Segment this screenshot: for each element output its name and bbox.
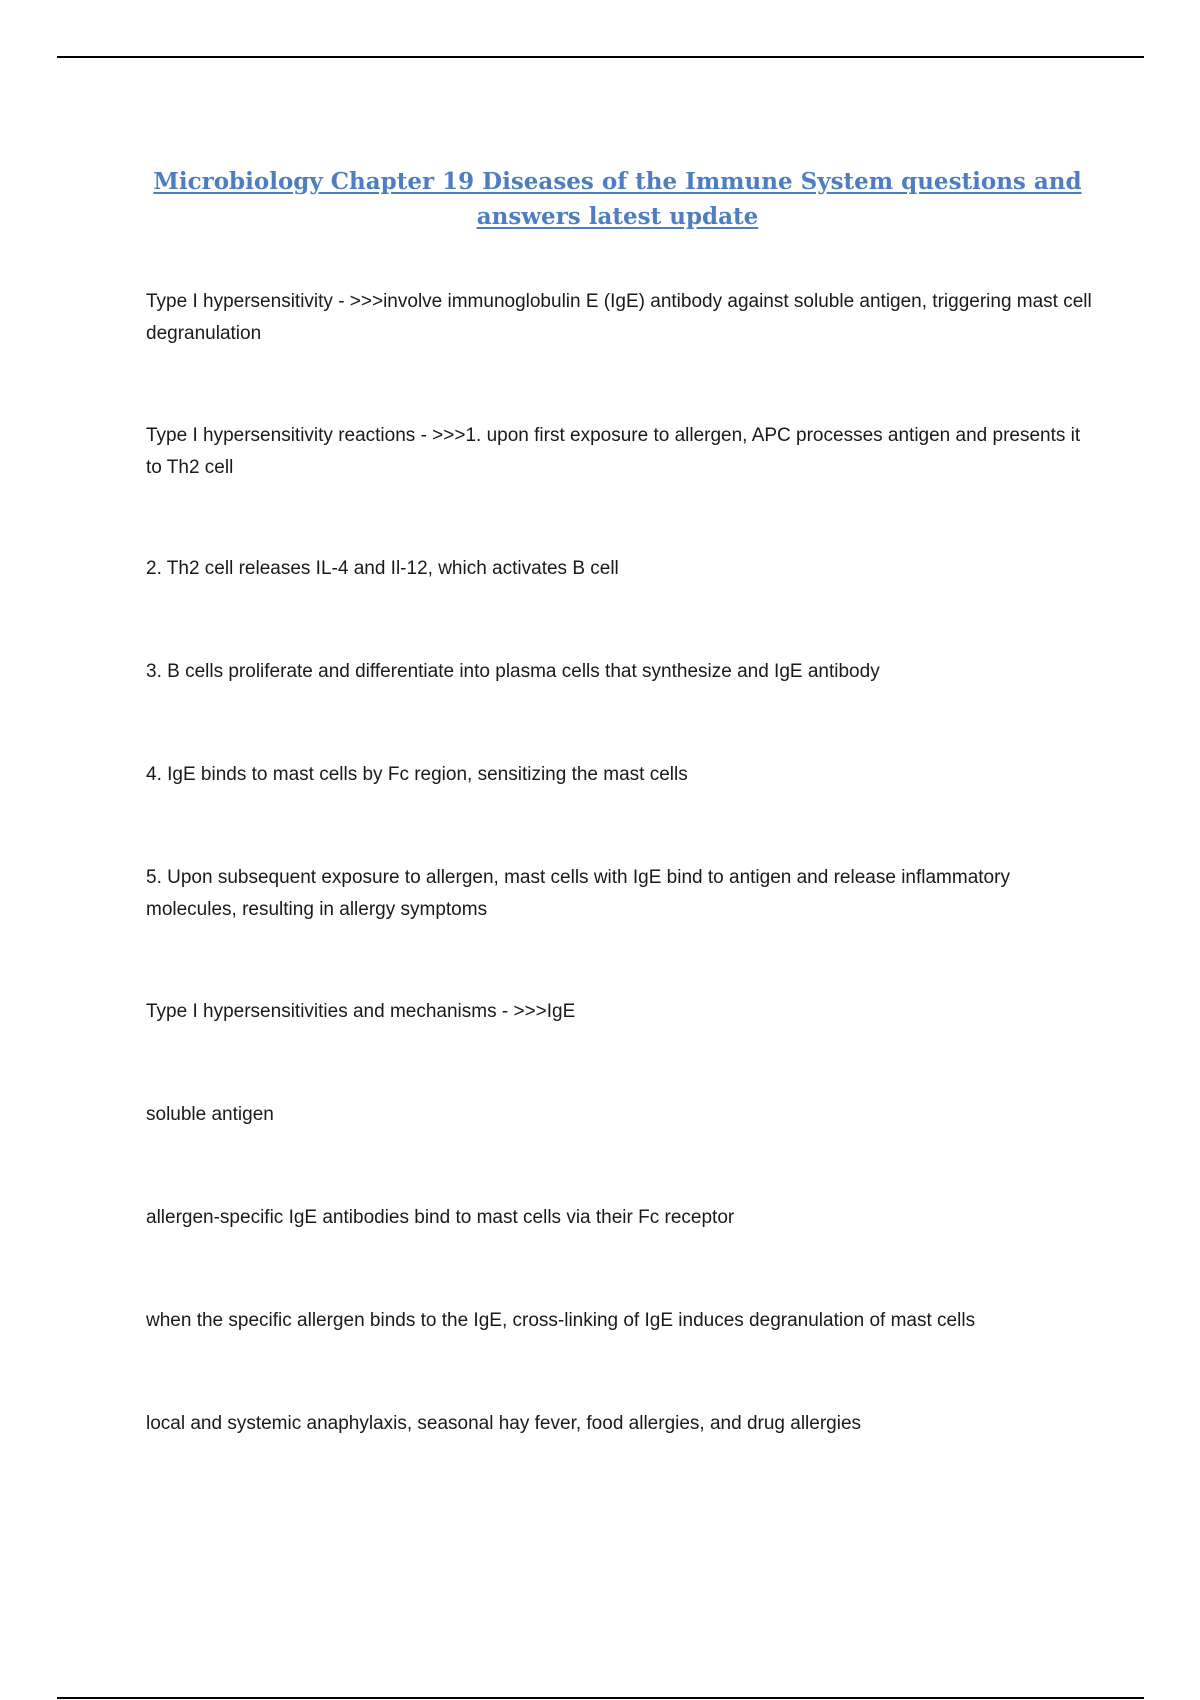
- qa-entry-1: Type I hypersensitivity - >>>involve immunoglobulin E (IgE) antibody against soluble antigen, triggering mast cell degranulation: [146, 291, 1092, 344]
- qa-entry-6: 5. Upon subsequent exposure to allergen, mast cells with IgE bind to antigen and release inflammatory molecules, resulting in allergy symptoms: [146, 867, 1010, 920]
- qa-entry-7: Type I hypersensitivities and mechanisms - >>>IgE: [146, 1001, 576, 1022]
- qa-entry-5: 4. IgE binds to mast cells by Fc region, sensitizing the mast cells: [146, 764, 688, 785]
- qa-entry-4: 3. B cells proliferate and differentiate into plasma cells that synthesize and IgE antibody: [146, 661, 880, 682]
- qa-entry-2: Type I hypersensitivity reactions - >>>1. upon first exposure to allergen, APC processes antigen and presents it to Th2 cell: [146, 425, 1081, 478]
- footer-rule: [57, 1697, 1144, 1699]
- qa-entry-3: 2. Th2 cell releases IL-4 and Il-12, which activates B cell: [146, 558, 619, 579]
- header-rule: [57, 56, 1144, 58]
- qa-entry-11: local and systemic anaphylaxis, seasonal hay fever, food allergies, and drug allergies: [146, 1413, 862, 1434]
- qa-entry-8: soluble antigen: [146, 1104, 274, 1125]
- qa-entry-9: allergen-specific IgE antibodies bind to mast cells via their Fc receptor: [146, 1207, 735, 1228]
- document-title: Microbiology Chapter 19 Diseases of the Immune System questions and answers latest update: [153, 168, 1082, 230]
- qa-entry-10: when the specific allergen binds to the IgE, cross-linking of IgE induces degranulation of mast cells: [146, 1310, 976, 1331]
